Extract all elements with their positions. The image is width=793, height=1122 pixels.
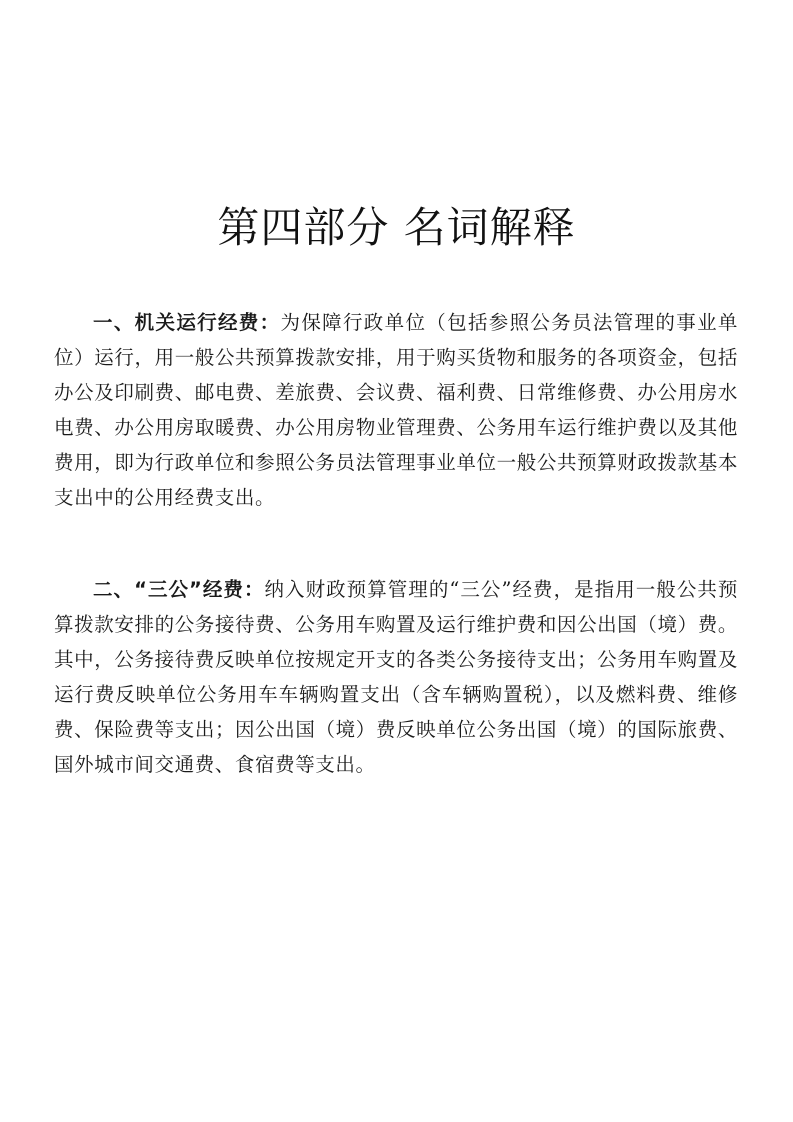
- definition-paragraph-three-public-expenses: [54, 572, 738, 782]
- definition-body: 纳入财政预算管理的“三公”经费，是指用一般公共预算拨款安排的公务接待费、公务用车购置及运行维护费和因公出国（境）费。其中，公务接待费反映单位按规定开支的各类公务接待支出；公务用车购置及运行费反映单位公务用车车辆购置支出（含车辆购置税），以及燃料费、维修费、保险费等支出；因公出国（境）费反映单位公务出国（境）的国际旅费、国外城市间交通费、食宿费等支出。: [54, 578, 738, 776]
- definition-term: 一、机关运行经费: [93, 311, 260, 334]
- term-separator: ：: [243, 578, 265, 601]
- term-separator: ：: [259, 311, 281, 334]
- page-title: 第四部分 名词解释: [217, 203, 576, 252]
- definition-body: 为保障行政单位（包括参照公务员法管理的事业单位）运行，用一般公共预算拨款安排，用于购买货物和服务的各项资金，包括办公及印刷费、邮电费、差旅费、会议费、福利费、日常维修费、办公用房水电费、办公用房取暖费、办公用房物业管理费、公务用车运行维护费以及其他费用，即为行政单位和参照公务员法管理事业单位一般公共预算财政拨款基本支出中的公用经费支出。: [54, 311, 738, 509]
- definition-term: 二、“三公”经费: [93, 578, 244, 601]
- definition-paragraph-operating-expenses: [54, 305, 738, 515]
